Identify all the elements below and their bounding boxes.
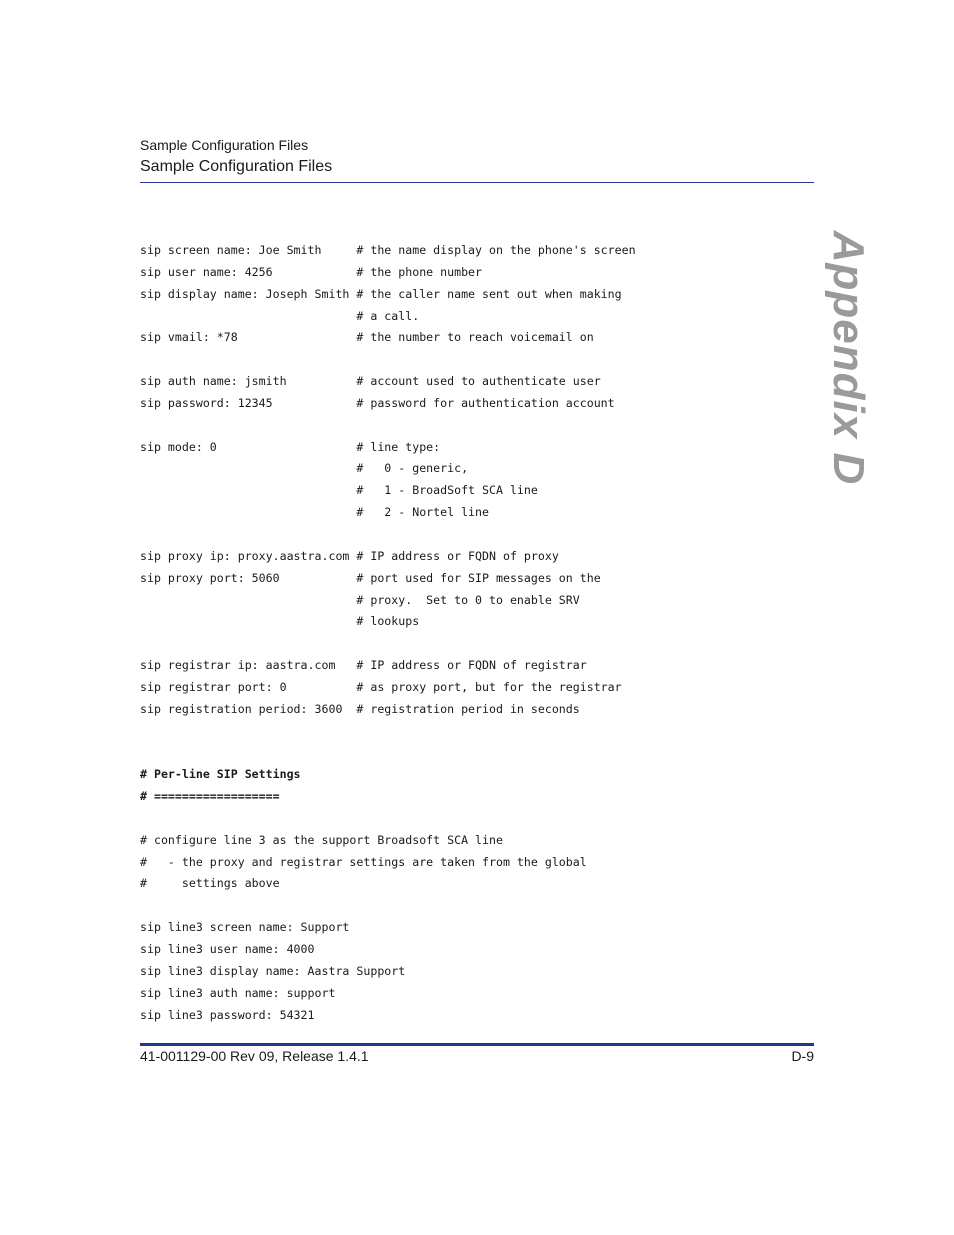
header-rule — [140, 182, 814, 183]
code-line: sip proxy ip: proxy.aastra.com # IP address or FQDN of proxy — [140, 548, 559, 563]
code-line: # 2 - Nortel line — [140, 505, 490, 520]
code-line: sip auth name: jsmith # account used to authenticate user — [140, 374, 601, 389]
code-line: sip display name: Joseph Smith # the caller name sent out when making — [140, 286, 622, 301]
section-title: Sample Configuration Files — [140, 158, 333, 175]
code-line — [140, 349, 800, 371]
code-line: # configure line 3 as the support Broadsoft SCA line — [140, 832, 503, 847]
code-line: sip line3 auth name: support — [140, 985, 336, 1000]
code-line — [140, 808, 800, 830]
code-line — [140, 524, 800, 546]
code-line: # 1 - BroadSoft SCA line — [140, 483, 538, 498]
code-line: sip registration period: 3600 # registration period in seconds — [140, 701, 580, 716]
code-line: sip screen name: Joe Smith # the name display on the phone's screen — [140, 243, 636, 257]
code-line: # 0 - generic, — [140, 461, 469, 476]
code-line: sip registrar ip: aastra.com # IP address or FQDN of registrar — [140, 658, 587, 673]
code-line — [140, 895, 800, 917]
code-line: sip mode: 0 # line type: — [140, 439, 441, 454]
code-line: sip line3 password: 54321 — [140, 1007, 315, 1022]
code-line: # - the proxy and registrar settings are taken from the global — [140, 854, 587, 869]
running-header: Sample Configuration Files — [140, 137, 309, 153]
config-code-block — [140, 240, 800, 1026]
code-line — [140, 633, 800, 655]
code-line: sip proxy port: 5060 # port used for SIP messages on the — [140, 570, 601, 585]
code-line: sip line3 display name: Aastra Support — [140, 963, 406, 978]
code-line: # a call. — [140, 308, 420, 323]
code-line: sip vmail: *78 # the number to reach voicemail on — [140, 330, 594, 345]
code-line: # ================== — [140, 789, 280, 804]
code-line: sip line3 screen name: Support — [140, 920, 350, 935]
code-line: # proxy. Set to 0 to enable SRV — [140, 592, 580, 607]
document-id: 41-001129-00 Rev 09, Release 1.4.1 — [140, 1048, 369, 1064]
code-line: sip password: 12345 # password for authentication account — [140, 395, 615, 410]
code-line: sip registrar port: 0 # as proxy port, but for the registrar — [140, 679, 622, 694]
code-line: # settings above — [140, 876, 280, 891]
code-line — [140, 721, 800, 743]
page-number: D-9 — [791, 1048, 814, 1064]
code-line: sip user name: 4256 # the phone number — [140, 264, 483, 279]
code-line: # lookups — [140, 614, 420, 629]
code-line: # Per-line SIP Settings — [140, 767, 301, 782]
appendix-side-tab: Appendix D — [824, 230, 873, 486]
code-line: sip line3 user name: 4000 — [140, 942, 315, 956]
code-line — [140, 415, 800, 437]
footer-rule — [140, 1043, 814, 1046]
